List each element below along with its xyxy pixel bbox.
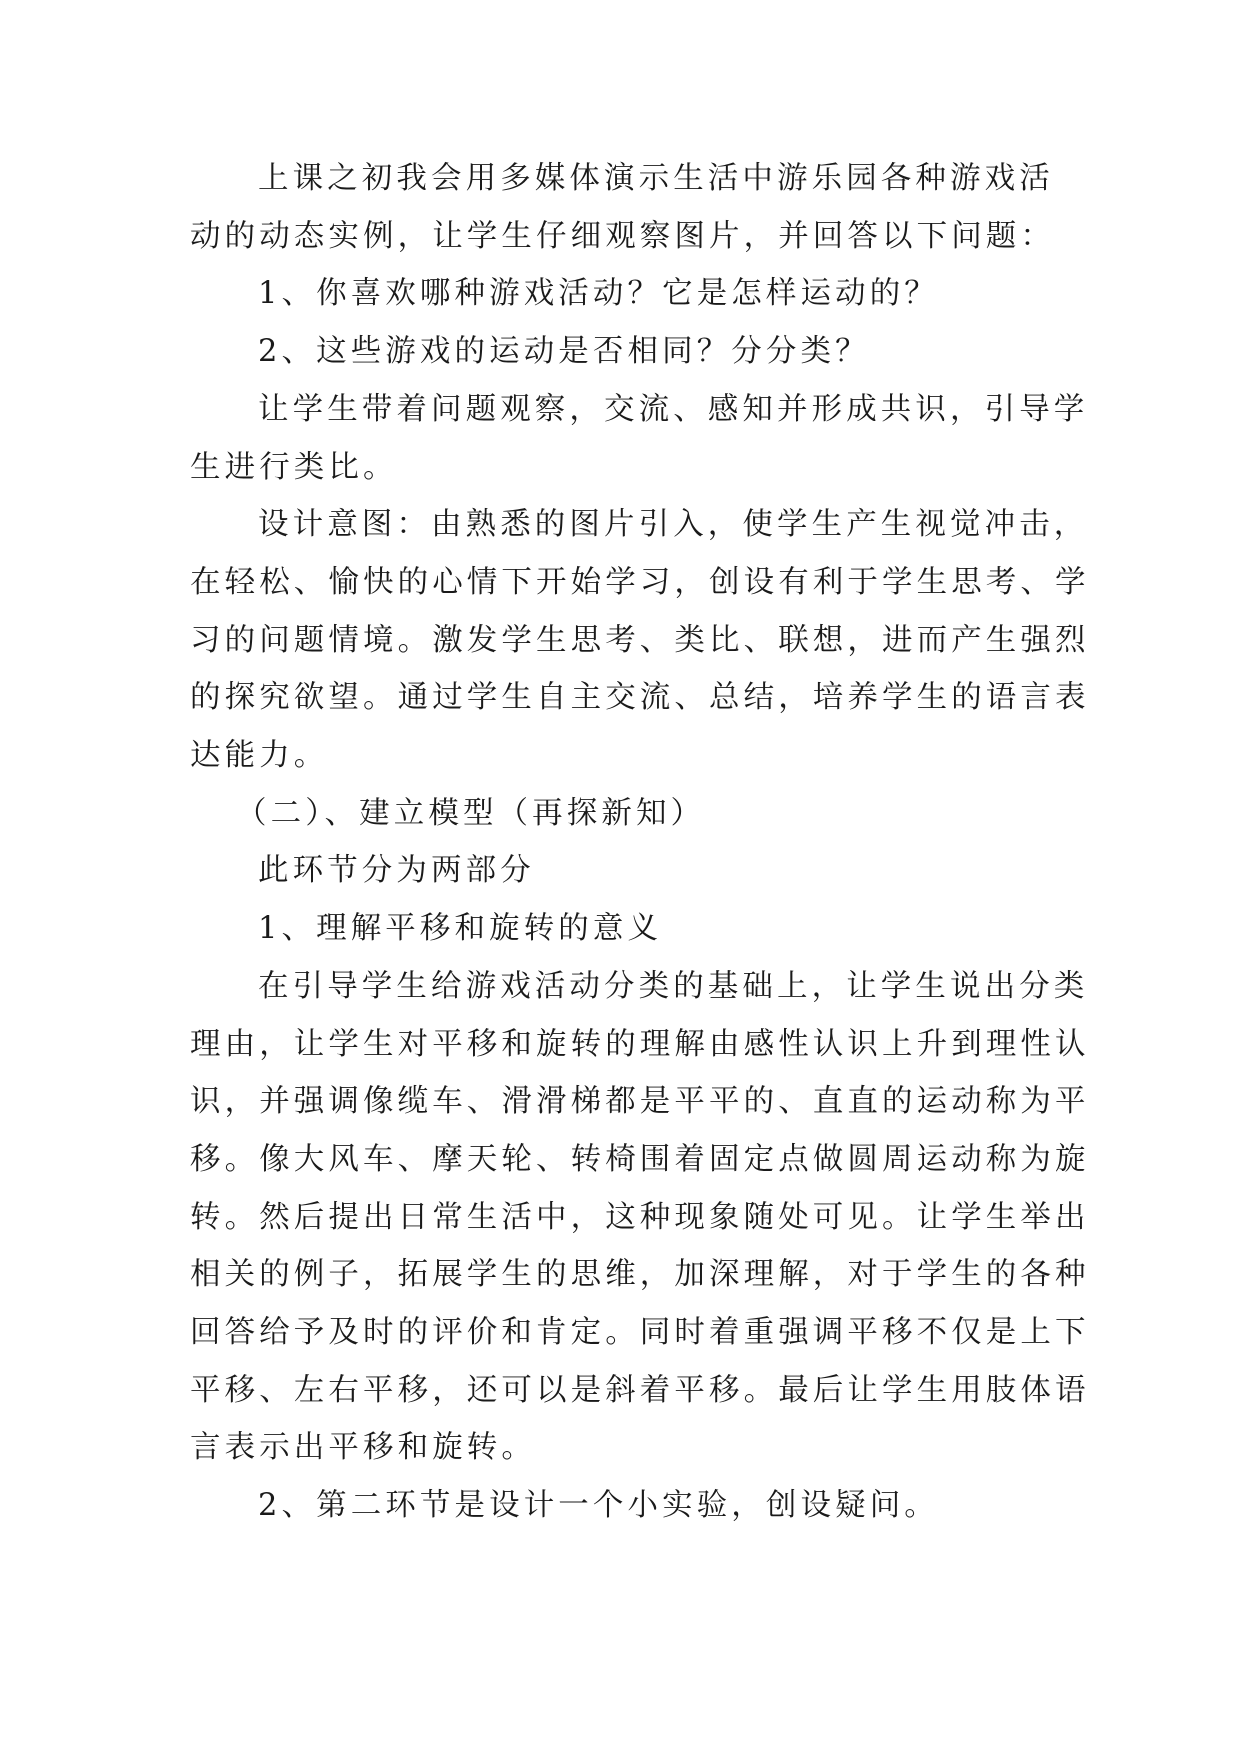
text-line: 此环节分为两部分 xyxy=(258,853,535,889)
text-line: 达能力。 xyxy=(190,738,329,774)
text-line: 转。然后提出日常生活中，这种现象随处可见。让学生举出 xyxy=(190,1199,1090,1235)
text-line: 在轻松、愉快的心情下开始学习，创设有利于学生思考、学 xyxy=(190,564,1090,600)
text-line: 回答给予及时的评价和肯定。同时着重强调平移不仅是上下 xyxy=(190,1315,1090,1351)
text-line: 上课之初我会用多媒体演示生活中游乐园各种游戏活 xyxy=(258,161,1054,196)
text-line: 在引导学生给游戏活动分类的基础上，让学生说出分类 xyxy=(258,968,1089,1004)
section-heading: （二）、建立模型（再探新知） xyxy=(236,795,706,831)
text-line: 言表示出平移和旋转。 xyxy=(190,1430,536,1466)
list-item: 2、这些游戏的运动是否相同？分分类？ xyxy=(258,334,870,370)
text-line: 平移、左右平移，还可以是斜着平移。最后让学生用肢体语 xyxy=(190,1372,1090,1408)
document-page xyxy=(190,150,1090,1535)
text-line: 的探究欲望。通过学生自主交流、总结，培养学生的语言表 xyxy=(190,680,1090,716)
text-line: 习的问题情境。激发学生思考、类比、联想，进而产生强烈 xyxy=(190,622,1090,658)
text-line: 移。像大风车、摩天轮、转椅围着固定点做圆周运动称为旋 xyxy=(190,1141,1090,1177)
text-line: 让学生带着问题观察，交流、感知并形成共识，引导学 xyxy=(258,391,1089,427)
text-line: 动的动态实例，让学生仔细观察图片，并回答以下问题： xyxy=(190,218,1055,254)
text-line: 相关的例子，拓展学生的思维，加深理解，对于学生的各种 xyxy=(190,1257,1090,1293)
text-line: 理由，让学生对平移和旋转的理解由感性认识上升到理性认 xyxy=(190,1026,1090,1062)
text-line: 生进行类比。 xyxy=(190,449,398,485)
text-line: 设计意图：由熟悉的图片引入，使学生产生视觉冲击， xyxy=(258,507,1089,543)
text-line: 识，并强调像缆车、滑滑梯都是平平的、直直的运动称为平 xyxy=(190,1084,1090,1120)
list-item: 2、第二环节是设计一个小实验，创设疑问。 xyxy=(258,1488,939,1524)
list-item: 1、理解平移和旋转的意义 xyxy=(258,911,663,947)
list-item: 1、你喜欢哪种游戏活动？它是怎样运动的？ xyxy=(258,276,939,312)
